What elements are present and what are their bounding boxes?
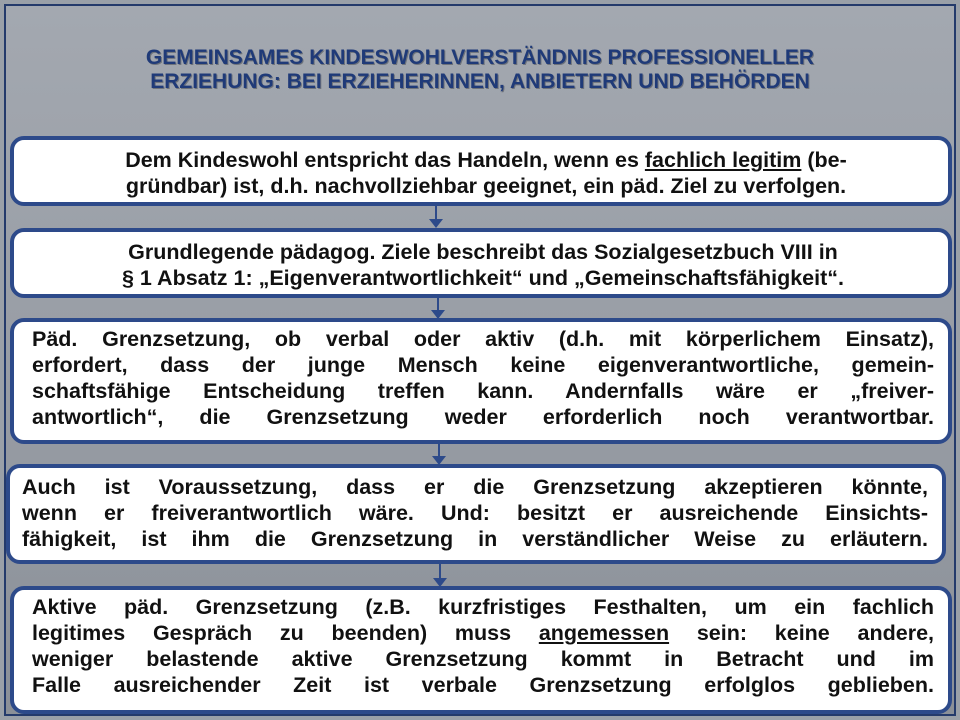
box3-line-1: Päd. Grenzsetzung, ob verbal oder aktiv (d.h. mit körperlichem Einsatz), — [32, 327, 934, 351]
box2-line-2: § 1 Absatz 1: „Eigenverantwortlichkeit“ und „Gemeinschaftsfähigkeit“. — [121, 266, 844, 290]
box3-line-4: antwortlich“, die Grenzsetzung weder erforderlich noch verantwortbar. — [32, 405, 934, 429]
underlined-term-angemessen: angemessen — [538, 621, 670, 645]
box5-line-2 — [32, 620, 934, 646]
box3-line-2: erfordert, dass der junge Mensch keine eigenverantwortliche, gemein- — [32, 353, 934, 377]
box3-line-3: schaftsfähige Entscheidung treffen kann. Andernfalls wäre er „freiver- — [32, 379, 934, 403]
text-box-kindeswohl — [10, 136, 952, 206]
title-line-2: ERZIEHUNG: BEI ERZIEHERINNEN, ANBIETERN UND BEHÖRDEN — [150, 70, 810, 93]
underlined-term-fachlich-legitim: fachlich legitim — [644, 148, 802, 172]
slide-title — [20, 46, 940, 94]
box5-line-3: weniger belastende aktive Grenzsetzung kommt in Betracht und im — [32, 647, 934, 671]
box5-text-end: sein: keine andere, — [669, 621, 934, 645]
box5-text: legitimes Gespräch zu beenden) muss — [32, 621, 539, 645]
box1-text: Dem Kindeswohl entspricht das Handeln, wenn es — [125, 148, 645, 172]
text-box-voraussetzung — [6, 464, 946, 564]
box1-line-1 — [38, 147, 934, 173]
title-line-1: GEMEINSAMES KINDESWOHLVERSTÄNDNIS PROFESSIONELLER — [145, 46, 815, 69]
text-box-grenzsetzung — [10, 318, 952, 444]
box4-line-2: wenn er freiverantwortlich wäre. Und: besitzt er ausreichende Einsichts- — [22, 501, 928, 525]
box1-line-2: gründbar) ist, d.h. nachvollziehbar geeignet, ein päd. Ziel zu verfolgen. — [125, 174, 847, 198]
text-box-aktive-grenzsetzung — [10, 586, 952, 714]
box2-line-1: Grundlegende pädagog. Ziele beschreibt das Sozialgesetzbuch VIII in — [128, 240, 838, 264]
box5-line-4: Falle ausreichender Zeit ist verbale Grenzsetzung erfolglos geblieben. — [32, 673, 934, 697]
box4-line-3: fähigkeit, ist ihm die Grenzsetzung in verständlicher Weise zu erläutern. — [22, 527, 928, 551]
arrow-down-icon — [429, 219, 443, 228]
text-box-sgb-viii — [10, 228, 952, 298]
box1-text-end: (be- — [801, 148, 847, 172]
box4-line-1: Auch ist Voraussetzung, dass er die Grenzsetzung akzeptieren könnte, — [22, 475, 928, 499]
box5-line-1: Aktive päd. Grenzsetzung (z.B. kurzfristiges Festhalten, um ein fachlich — [32, 595, 934, 619]
